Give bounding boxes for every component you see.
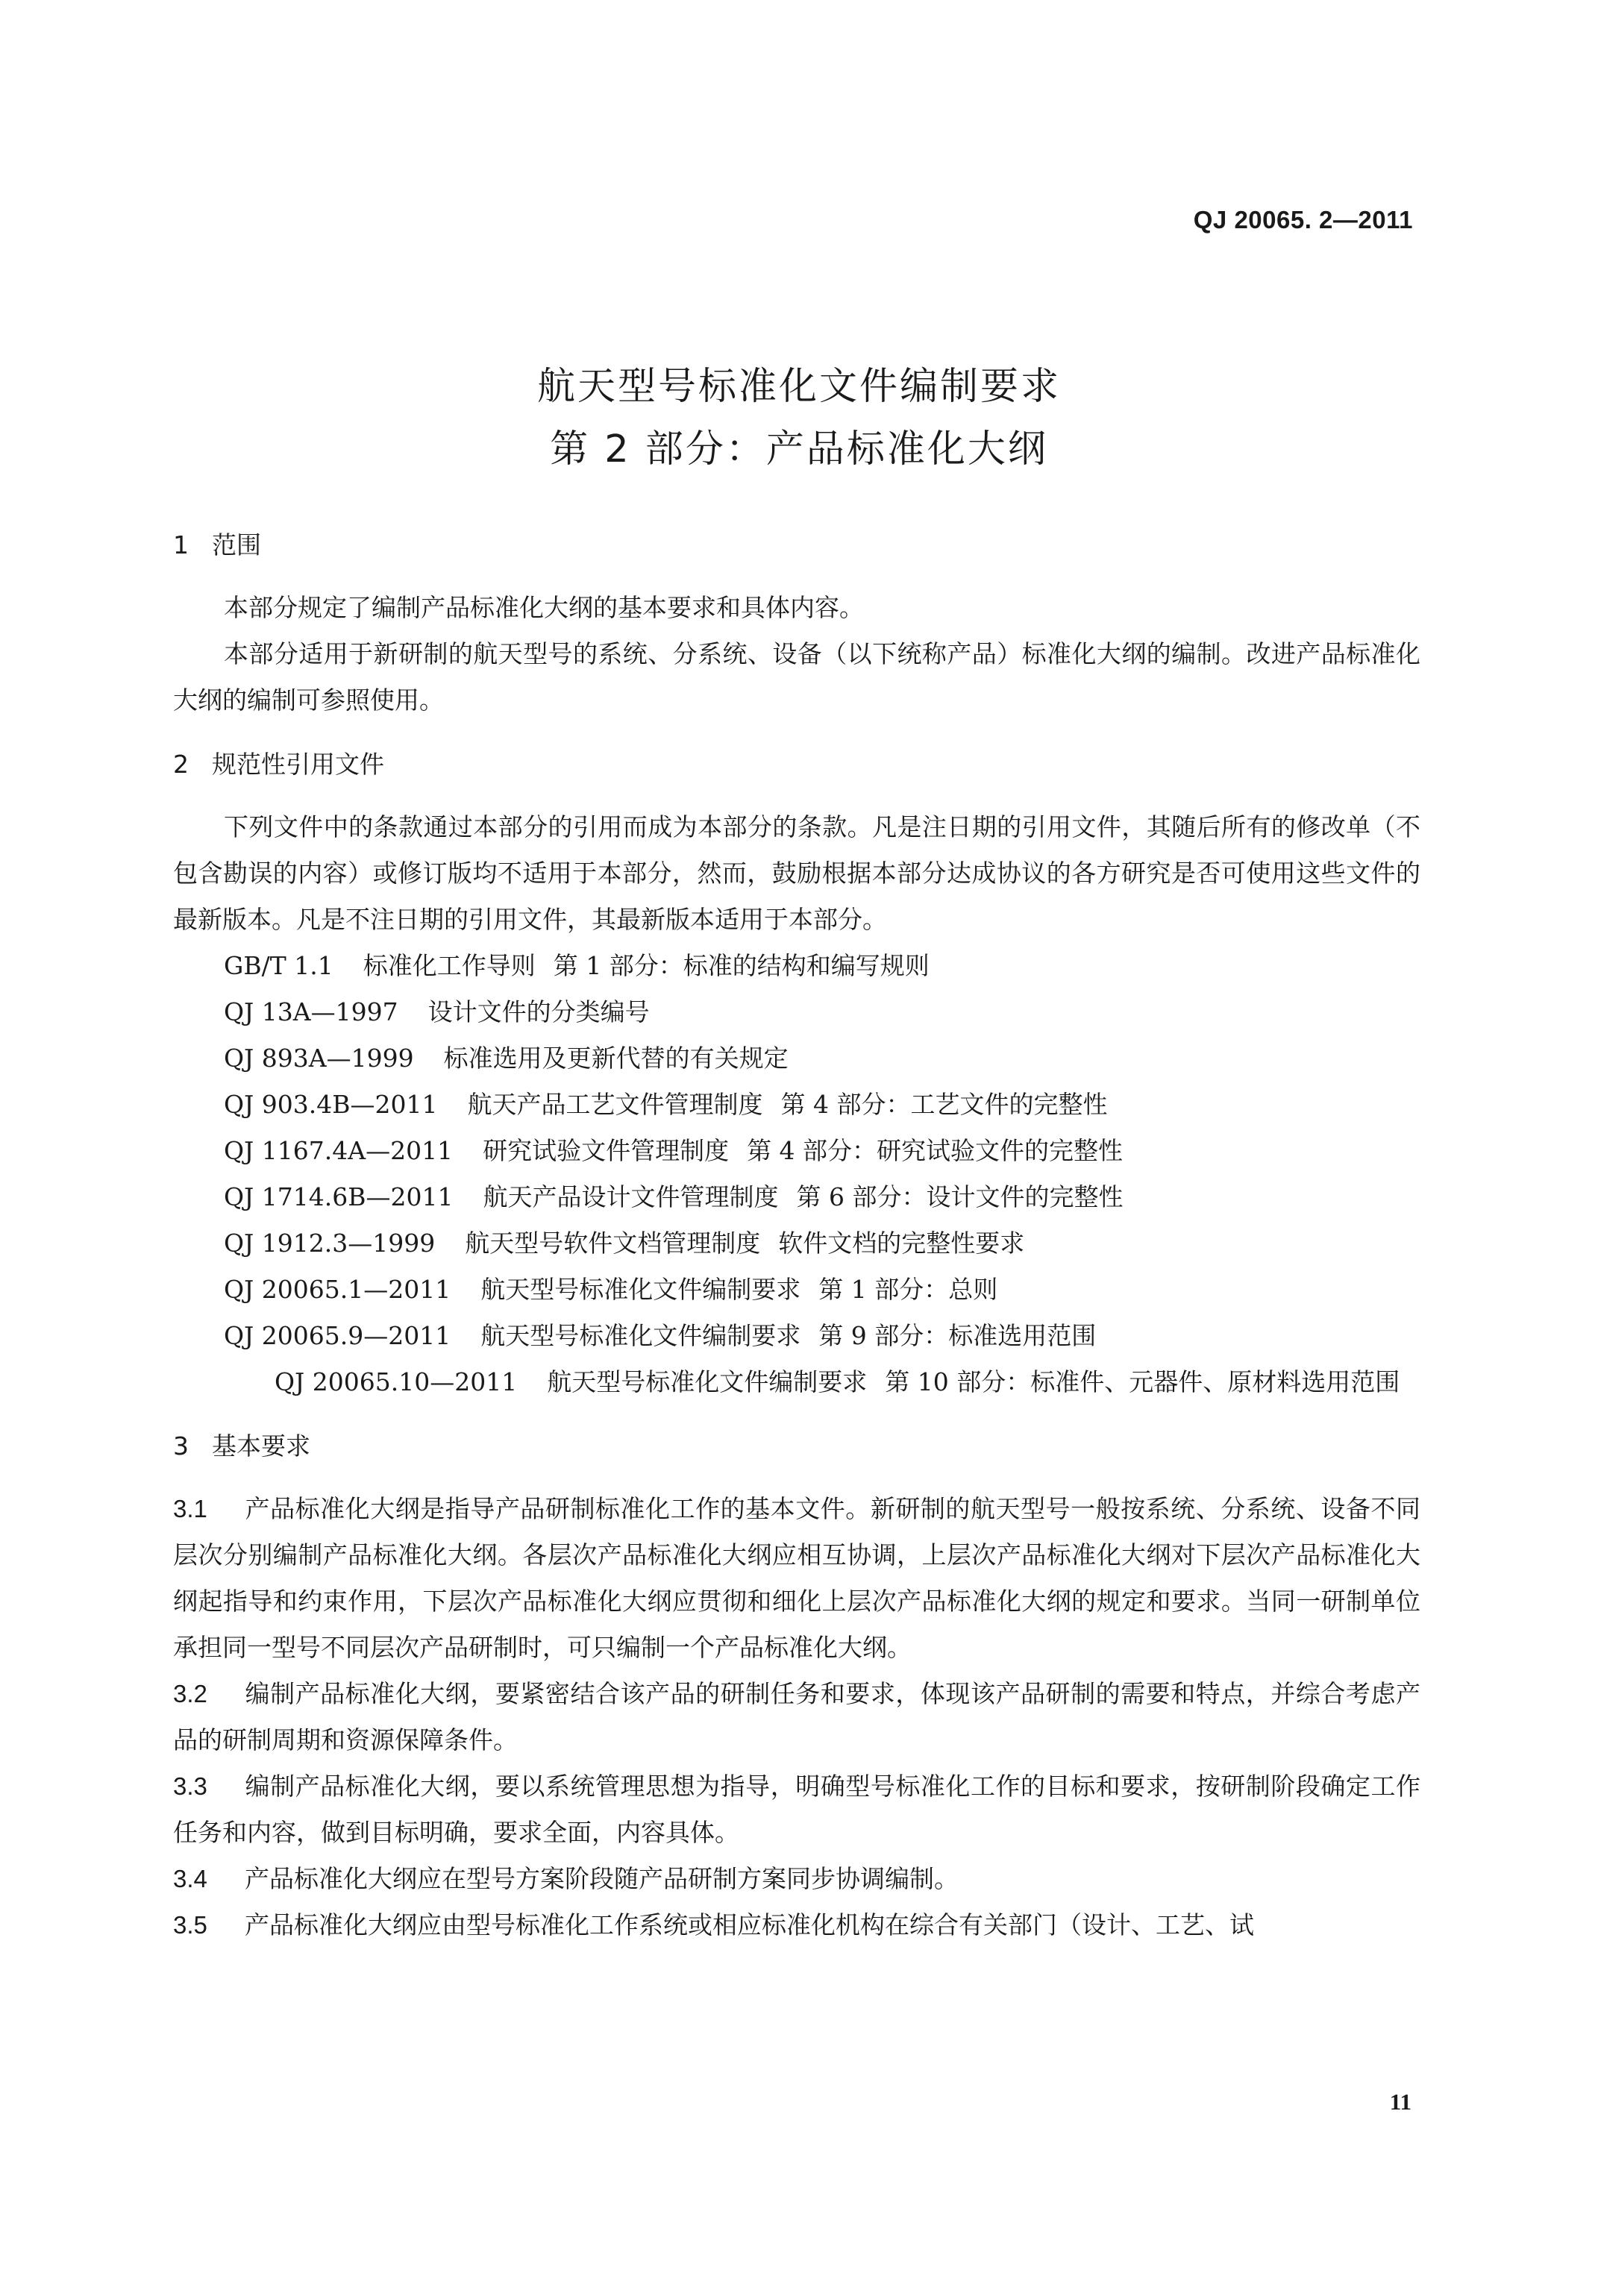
section-title: 规范性引用文件 — [212, 750, 384, 779]
reference-name: 航天型号标准化文件编制要求 — [480, 1321, 801, 1350]
reference-code: QJ 903.4B—2011 — [224, 1090, 438, 1119]
paragraph: 本部分适用于新研制的航天型号的系统、分系统、设备（以下统称产品）标准化大纲的编制。改进产品标准化大纲的编制可参照使用。 — [173, 639, 1420, 715]
reference-part: 第 6 部分：设计文件的完整性 — [796, 1182, 1124, 1211]
section-heading-basic-requirements — [173, 1423, 1420, 1469]
reference-name: 航天型号标准化文件编制要求 — [480, 1275, 801, 1304]
reference-code: QJ 1912.3—1999 — [224, 1229, 436, 1258]
document-title: 航天型号标准化文件编制要求 — [536, 365, 1061, 409]
reference-code: QJ 20065.10—2011 — [275, 1367, 518, 1396]
reference-part: 第 1 部分：标准的结构和编写规则 — [553, 951, 930, 980]
paragraph: 本部分规定了编制产品标准化大纲的基本要求和具体内容。 — [224, 593, 864, 622]
section-number: 1 — [173, 530, 189, 559]
reference-code: QJ 893A—1999 — [224, 1044, 414, 1073]
reference-item — [173, 1082, 1420, 1128]
reference-name: 航天产品工艺文件管理制度 — [467, 1090, 763, 1119]
clause — [173, 1486, 1420, 1671]
reference-name: 航天产品设计文件管理制度 — [483, 1182, 779, 1211]
reference-code: QJ 20065.9—2011 — [224, 1321, 451, 1350]
document-body — [173, 522, 1420, 1948]
clause-text: 产品标准化大纲应在型号方案阶段随产品研制方案同步协调编制。 — [245, 1864, 959, 1893]
reference-item — [173, 989, 1420, 1035]
reference-part: 第 9 部分：标准选用范围 — [818, 1321, 1097, 1350]
section-heading-scope — [173, 522, 1420, 568]
reference-code: QJ 1167.4A—2011 — [224, 1136, 454, 1165]
reference-name: 标准选用及更新代替的有关规定 — [443, 1044, 789, 1073]
reference-item — [173, 1174, 1420, 1220]
clause-text: 产品标准化大纲是指导产品研制标准化工作的基本文件。新研制的航天型号一般按系统、分系统、设备不同层次分别编制产品标准化大纲。各层次产品标准化大纲应相互协调，上层次产品标准化大纲对下层次产品标准化大纲起指导和约束作用，下层次产品标准化大纲应贯彻和细化上层次产品标准化大纲的规定和要求。当同一研制单位承担同一型号不同层次产品研制时，可只编制一个产品标准化大纲。 — [173, 1494, 1420, 1662]
page-number: 11 — [1389, 2089, 1411, 2115]
reference-item — [173, 943, 1420, 989]
reference-part: 第 4 部分：研究试验文件的完整性 — [747, 1136, 1124, 1165]
reference-part: 第 1 部分：总则 — [818, 1275, 998, 1304]
clause-text: 编制产品标准化大纲，要以系统管理思想为指导，明确型号标准化工作的目标和要求，按研制阶段确定工作任务和内容，做到目标明确，要求全面，内容具体。 — [173, 1772, 1420, 1847]
reference-name: 航天型号标准化文件编制要求 — [547, 1367, 868, 1396]
clause-number: 3.1 — [173, 1495, 207, 1522]
clause — [173, 1763, 1420, 1856]
reference-part: 第 4 部分：工艺文件的完整性 — [780, 1090, 1108, 1119]
reference-code: QJ 20065.1—2011 — [224, 1275, 451, 1304]
reference-name: 设计文件的分类编号 — [427, 997, 650, 1026]
reference-name: 标准化工作导则 — [363, 951, 536, 980]
clause — [173, 1856, 1420, 1902]
section-title: 范围 — [212, 530, 261, 559]
standard-code: QJ 20065. 2—2011 — [1193, 206, 1413, 233]
reference-item — [173, 1035, 1420, 1082]
document-subtitle: 第 2 部分：产品标准化大纲 — [550, 427, 1048, 471]
section-heading-normative-references — [173, 741, 1420, 788]
reference-item — [173, 1267, 1420, 1313]
reference-item — [173, 1128, 1420, 1174]
clause-text: 产品标准化大纲应由型号标准化工作系统或相应标准化机构在综合有关部门（设计、工艺、试 — [245, 1910, 1254, 1939]
reference-name: 研究试验文件管理制度 — [483, 1136, 730, 1165]
clause-number: 3.4 — [173, 1865, 207, 1892]
reference-part: 第 10 部分：标准件、元器件、原材料选用范围 — [885, 1367, 1400, 1396]
reference-item — [173, 1220, 1420, 1267]
section-number: 2 — [173, 750, 189, 779]
reference-item — [173, 1359, 1420, 1405]
clause-number: 3.5 — [173, 1911, 207, 1939]
paragraph: 下列文件中的条款通过本部分的引用而成为本部分的条款。凡是注日期的引用文件，其随后所有的修改单（不包含勘误的内容）或修订版均不适用于本部分，然而，鼓励根据本部分达成协议的各方研究是否可使用这些文件的最新版本。凡是不注日期的引用文件，其最新版本适用于本部分。 — [173, 812, 1420, 934]
reference-name: 航天型号软件文档管理制度 — [465, 1229, 761, 1258]
section-number: 3 — [173, 1431, 189, 1461]
reference-item — [173, 1313, 1420, 1359]
clause — [173, 1902, 1420, 1948]
section-title: 基本要求 — [212, 1431, 310, 1461]
clause-number: 3.2 — [173, 1680, 207, 1707]
clause — [173, 1671, 1420, 1763]
reference-code: GB/T 1.1 — [224, 951, 333, 980]
clause-text: 编制产品标准化大纲，要紧密结合该产品的研制任务和要求，体现该产品研制的需要和特点，并综合考虑产品的研制周期和资源保障条件。 — [173, 1679, 1420, 1754]
reference-part: 软件文档的完整性要求 — [778, 1229, 1025, 1258]
clause-number: 3.3 — [173, 1772, 207, 1800]
reference-code: QJ 13A—1997 — [224, 997, 398, 1026]
reference-code: QJ 1714.6B—2011 — [224, 1182, 454, 1211]
